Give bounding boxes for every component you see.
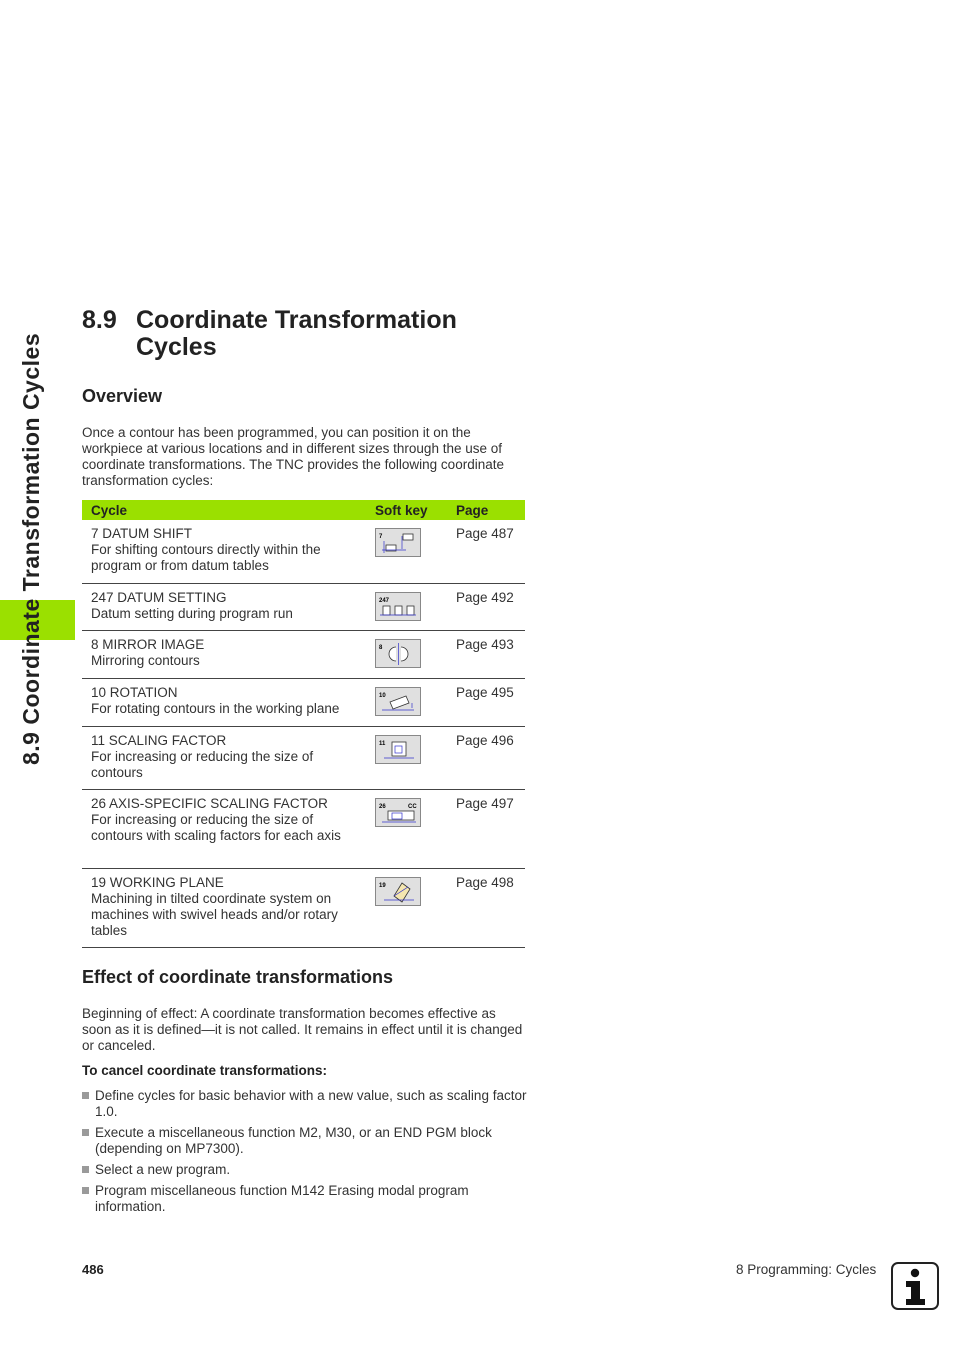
cycle-title: 8 MIRROR IMAGE	[91, 637, 205, 652]
bullet-square-icon	[82, 1129, 89, 1136]
header-cycle: Cycle	[91, 502, 128, 518]
list-item-text: Execute a miscellaneous function M2, M30, or an END PGM block (depending on MP7300).	[95, 1125, 492, 1156]
page-cell: Page 487	[447, 520, 525, 584]
svg-text:26: 26	[379, 804, 386, 810]
cancel-list	[82, 1088, 527, 1220]
table-row	[82, 869, 525, 948]
softkey-cell	[366, 790, 447, 869]
cycle-description: Datum setting during program run	[91, 606, 293, 621]
table-row	[82, 520, 525, 584]
axis-scaling-softkey-icon[interactable]	[375, 798, 421, 827]
softkey-cell	[366, 631, 447, 679]
page-cell: Page 496	[447, 727, 525, 790]
section-title-line2: Cycles	[136, 333, 217, 361]
cycle-description: For rotating contours in the working plane	[91, 701, 340, 716]
table-row	[82, 631, 525, 679]
cycle-title: 247 DATUM SETTING	[91, 590, 227, 605]
datum-setting-softkey-icon[interactable]	[375, 592, 421, 621]
softkey-cell	[366, 727, 447, 790]
datum-shift-softkey-icon[interactable]	[375, 528, 421, 557]
chapter-footer: 8 Programming: Cycles	[736, 1262, 877, 1277]
cycle-cell	[82, 679, 366, 727]
svg-text:7: 7	[379, 534, 383, 540]
table-row	[82, 679, 525, 727]
rotation-softkey-icon[interactable]	[375, 687, 421, 716]
effect-heading: Effect of coordinate transformations	[82, 967, 394, 987]
cycle-description: Machining in tilted coordinate system on machines with swivel heads and/or rotary tables	[91, 891, 338, 938]
list-item	[82, 1088, 527, 1120]
working-plane-softkey-icon[interactable]	[375, 877, 421, 906]
cycle-title: 19 WORKING PLANE	[91, 875, 224, 890]
page-number: 486	[82, 1262, 104, 1277]
page-cell: Page 495	[447, 679, 525, 727]
page-cell: Page 493	[447, 631, 525, 679]
svg-text:247: 247	[379, 598, 390, 604]
svg-text:19: 19	[379, 883, 386, 889]
bullet-square-icon	[82, 1092, 89, 1099]
list-item	[82, 1183, 527, 1215]
cycle-description: For shifting contours directly within the program or from datum tables	[91, 542, 321, 573]
cycle-title: 26 AXIS-SPECIFIC SCALING FACTOR	[91, 796, 328, 811]
header-soft-key: Soft key	[375, 502, 428, 518]
page-cell: Page 492	[447, 584, 525, 631]
list-item-text: Define cycles for basic behavior with a new value, such as scaling factor 1.0.	[95, 1088, 527, 1119]
cycle-cell	[82, 790, 366, 869]
list-item	[82, 1162, 527, 1178]
table-row	[82, 584, 525, 631]
cycle-cell	[82, 727, 366, 790]
cycle-title: 11 SCALING FACTOR	[91, 733, 227, 748]
list-item	[82, 1125, 527, 1157]
svg-text:11: 11	[379, 741, 386, 747]
section-title-line1: Coordinate Transformation	[136, 306, 457, 334]
cycle-cell	[82, 631, 366, 679]
svg-text:CC: CC	[408, 804, 417, 810]
info-icon[interactable]	[891, 1262, 939, 1310]
softkey-cell	[366, 869, 447, 948]
scaling-softkey-icon[interactable]	[375, 735, 421, 764]
overview-intro: Once a contour has been programmed, you can position it on the workpiece at various locations and in different sizes through the use of coordinate transformations. The TNC provides the following coordinate transformation cycles:	[82, 425, 504, 488]
mirror-image-softkey-icon[interactable]	[375, 639, 421, 668]
overview-heading: Overview	[82, 386, 163, 406]
svg-text:10: 10	[379, 693, 386, 699]
svg-text:8: 8	[379, 645, 383, 651]
table-header-row	[82, 500, 525, 520]
cycles-table	[82, 500, 525, 948]
bullet-square-icon	[82, 1187, 89, 1194]
cancel-label: To cancel coordinate transformations:	[82, 1063, 328, 1078]
cycle-title: 7 DATUM SHIFT	[91, 526, 192, 541]
section-number: 8.9	[82, 306, 117, 334]
list-item-text: Program miscellaneous function M142 Erasing modal program information.	[95, 1183, 469, 1214]
table-row	[82, 790, 525, 869]
section-heading	[82, 307, 457, 361]
cycle-cell	[82, 584, 366, 631]
softkey-cell	[366, 520, 447, 584]
bullet-square-icon	[82, 1166, 89, 1173]
softkey-cell	[366, 584, 447, 631]
cycle-cell	[82, 520, 366, 584]
header-page: Page	[456, 502, 489, 518]
effect-text: Beginning of effect: A coordinate transformation becomes effective as soon as it is defined—it is not called. It remains in effect until it is changed or canceled.	[82, 1006, 523, 1053]
page-cell: Page 497	[447, 790, 525, 869]
cycle-description: For increasing or reducing the size of contours with scaling factors for each axis	[91, 812, 341, 843]
softkey-cell	[366, 679, 447, 727]
cycle-description: Mirroring contours	[91, 653, 200, 668]
side-chapter-title: 8.9 Coordinate Transformation Cycles	[18, 332, 44, 765]
table-row	[82, 727, 525, 790]
cycle-title: 10 ROTATION	[91, 685, 178, 700]
list-item-text: Select a new program.	[95, 1162, 231, 1177]
cycle-description: For increasing or reducing the size of contours	[91, 749, 314, 780]
page-cell: Page 498	[447, 869, 525, 948]
cycle-cell	[82, 869, 366, 948]
